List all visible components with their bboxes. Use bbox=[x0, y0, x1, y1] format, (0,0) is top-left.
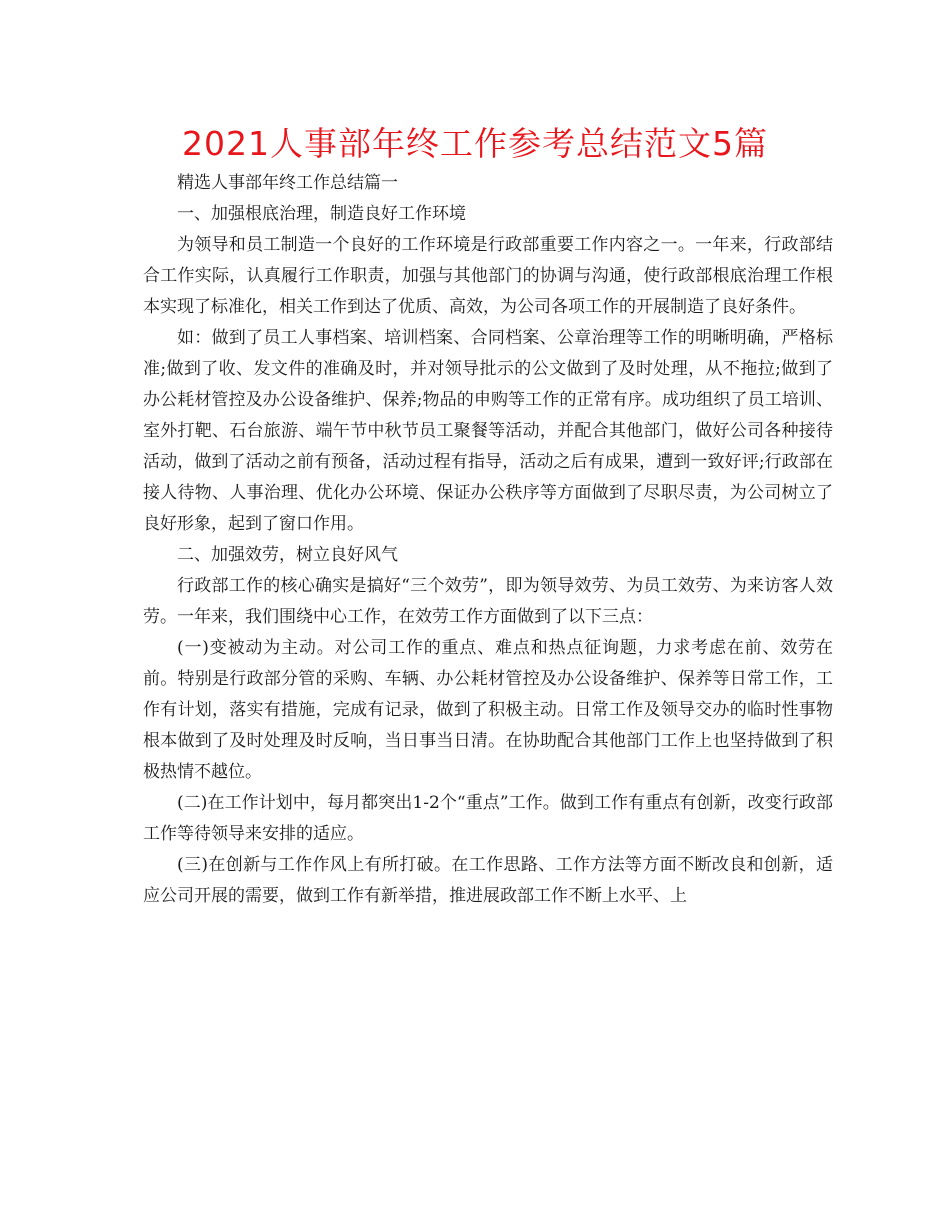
document-body bbox=[143, 168, 833, 912]
section-heading: 精选人事部年终工作总结篇一 bbox=[177, 173, 398, 193]
subsection-heading: 一、加强根底治理，制造良好工作环境 bbox=[177, 204, 466, 224]
document-title: 2021人事部年终工作参考总结范文5篇 bbox=[182, 124, 768, 163]
subsection-heading: 二、加强效劳，树立良好风气 bbox=[177, 545, 398, 565]
body-paragraph: 为领导和员工制造一个良好的工作环境是行政部重要工作内容之一。一年来，行政部结合工作实际，认真履行工作职责，加强与其他部门的协调与沟通，使行政部根底治理工作根本实现了标准化，相关工作到达了优质、高效，为公司各项工作的开展制造了良好条件。 bbox=[143, 235, 833, 317]
body-paragraph: 行政部工作的核心确实是搞好“三个效劳”，即为领导效劳、为员工效劳、为来访客人效劳。一年来，我们围绕中心工作，在效劳工作方面做到了以下三点： bbox=[143, 576, 833, 627]
body-paragraph: (一)变被动为主动。对公司工作的重点、难点和热点征询题，力求考虑在前、效劳在前。特别是行政部分管的采购、车辆、办公耗材管控及办公设备维护、保养等日常工作，工作有计划，落实有措施，完成有记录，做到了积极主动。日常工作及领导交办的临时性事物根本做到了及时处理及时反响，当日事当日清。在协助配合其他部门工作上也坚持做到了积极热情不越位。 bbox=[143, 638, 833, 782]
body-paragraph: (二)在工作计划中，每月都突出1-2个“重点”工作。做到工作有重点有创新，改变行政部工作等待领导来安排的适应。 bbox=[143, 793, 833, 844]
body-paragraph: (三)在创新与工作作风上有所打破。在工作思路、工作方法等方面不断改良和创新，适应公司开展的需要，做到工作有新举措，推进展政部工作不断上水平、上 bbox=[143, 855, 833, 906]
body-paragraph: 如：做到了员工人事档案、培训档案、合同档案、公章治理等工作的明晰明确，严格标准;做到了收、发文件的准确及时，并对领导批示的公文做到了及时处理，从不拖拉;做到了办公耗材管控及办公设备维护、保养;物品的申购等工作的正常有序。成功组织了员工培训、室外打靶、石台旅游、端午节中秋节员工聚餐等活动，并配合其他部门，做好公司各种接待活动，做到了活动之前有预备，活动过程有指导，活动之后有成果，遭到一致好评;行政部在接人待物、人事治理、优化办公环境、保证办公秩序等方面做到了尽职尽责，为公司树立了良好形象，起到了窗口作用。 bbox=[143, 328, 833, 534]
